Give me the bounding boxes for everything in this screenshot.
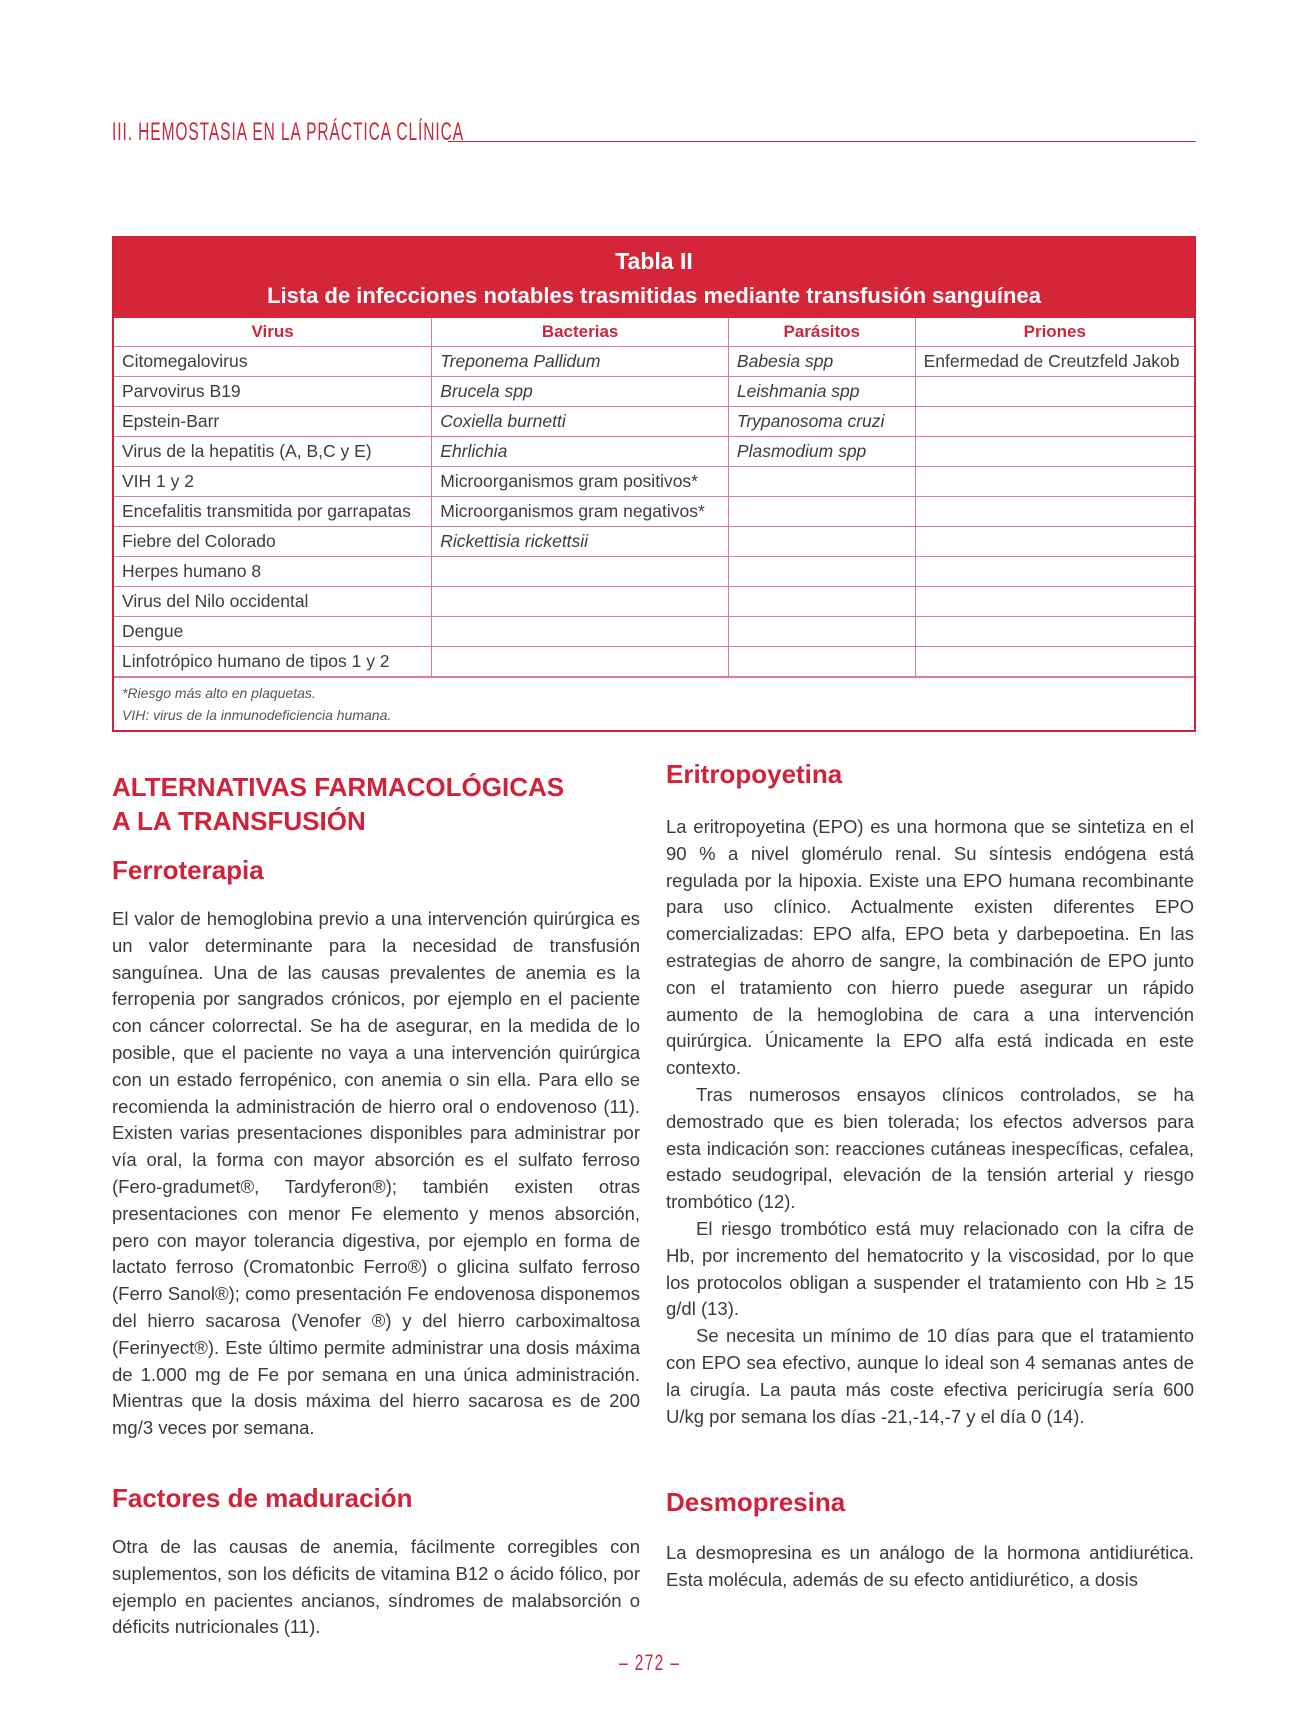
column-header-bacterias: Bacterias (432, 318, 729, 347)
cell-virus: Citomegalovirus (114, 347, 432, 377)
cell-virus: Parvovirus B19 (114, 377, 432, 407)
section-title-line: A LA TRANSFUSIÓN (112, 806, 366, 836)
table-row (114, 437, 1194, 467)
cell-parasite: Trypanosoma cruzi (728, 407, 915, 437)
table-caption: Lista de infecciones notables trasmitidas mediante transfusión sanguínea (267, 283, 1041, 308)
cell-parasite (728, 617, 915, 647)
cell-parasite (728, 467, 915, 497)
cell-prion (915, 617, 1194, 647)
cell-prion (915, 377, 1194, 407)
cell-virus: VIH 1 y 2 (114, 467, 432, 497)
infections-table (112, 236, 1196, 732)
table-column-headers (114, 318, 1194, 347)
page-number-text: – 272 – (619, 1650, 681, 1675)
heading-factores-maduracion: Factores de maduración (112, 1482, 413, 1513)
page-number (0, 1650, 1300, 1676)
right-column (666, 758, 1194, 1594)
table-notes (114, 677, 1194, 730)
cell-prion (915, 407, 1194, 437)
cell-bacteria: Treponema Pallidum (432, 347, 729, 377)
table-header (114, 238, 1194, 318)
table-row (114, 647, 1194, 677)
running-head-rule (448, 141, 1196, 142)
table-row (114, 527, 1194, 557)
table-note: VIH: virus de la inmunodeficiencia humana. (122, 707, 392, 723)
cell-prion (915, 467, 1194, 497)
heading-eritropoyetina: Eritropoyetina (666, 759, 843, 789)
section-title (112, 770, 640, 838)
table-row (114, 587, 1194, 617)
cell-prion: Enfermedad de Creutzfeld Jakob (915, 347, 1194, 377)
column-header-virus: Virus (114, 318, 432, 347)
cell-virus: Herpes humano 8 (114, 557, 432, 587)
table-note: *Riesgo más alto en plaquetas. (122, 685, 316, 701)
cell-parasite: Leishmania spp (728, 377, 915, 407)
table-row (114, 407, 1194, 437)
table-grid (114, 318, 1194, 677)
cell-parasite (728, 557, 915, 587)
cell-bacteria: Rickettisia rickettsii (432, 527, 729, 557)
table-row (114, 557, 1194, 587)
cell-bacteria: Ehrlichia (432, 437, 729, 467)
cell-prion (915, 647, 1194, 677)
column-header-parasitos: Parásitos (728, 318, 915, 347)
cell-parasite: Plasmodium spp (728, 437, 915, 467)
table-row (114, 617, 1194, 647)
paragraph-eritropoyetina: Tras numerosos ensayos clínicos controlados, se ha demostrado que es bien tolerada; los efectos adversos para esta indicación son: reacciones cutáneas inespecíficas, cefalea, estado seudogripal, elevación de la tensión arterial y riesgo trombótico (12). (666, 1083, 1194, 1213)
table-row (114, 467, 1194, 497)
cell-prion (915, 497, 1194, 527)
cell-virus: Fiebre del Colorado (114, 527, 432, 557)
paragraph-factores-maduracion: Otra de las causas de anemia, fácilmente corregibles con suplementos, son los déficits de vitamina B12 o ácido fólico, por ejemplo en pacientes ancianos, síndromes de malabsorción o déficits nutricionales (11). (112, 1535, 640, 1638)
running-head (112, 120, 1196, 145)
cell-parasite: Babesia spp (728, 347, 915, 377)
cell-parasite (728, 497, 915, 527)
left-column (112, 770, 640, 1641)
running-head-title: III. HEMOSTASIA EN LA PRÁCTICA CLÍNICA (112, 118, 465, 146)
table-row (114, 497, 1194, 527)
heading-ferroterapia: Ferroterapia (112, 855, 264, 885)
paragraph-ferroterapia: El valor de hemoglobina previo a una intervención quirúrgica es un valor determinante para la necesidad de transfusión sanguínea. Una de las causas prevalentes de anemia es la ferropenia por sangrados crónicos, por ejemplo en el paciente con cáncer colorrectal. Se ha de asegurar, en la medida de lo posible, que el paciente no vaya a una intervención quirúrgica con un estado ferropénico, con anemia o sin ella. Para ello se recomienda la administración de hierro oral o endovenoso (11). Existen varias presentaciones disponibles para administrar por vía oral, la forma con mayor absorción es el sulfato ferroso (Fero-gradumet®, Tardyferon®); también existen otras presentaciones con menor Fe elemento y menos absorción, pero con mayor tolerancia digestiva, por ejemplo en forma de lactato ferroso (Cromatonbic Ferro®) o glicina sulfato ferroso (Ferro Sanol®); como presentación Fe endovenosa disponemos del hierro sacarosa (Venofer ®) y del hierro carboximaltosa (Ferinyect®). Este último permite administrar una dosis máxima de 1.000 mg de Fe por semana en una única administración. Mientras que la dosis máxima del hierro sacarosa es de 200 mg/3 veces por semana. (112, 908, 640, 1439)
cell-prion (915, 527, 1194, 557)
paragraph-eritropoyetina: La eritropoyetina (EPO) es una hormona que se sintetiza en el 90 % a nivel glomérulo renal. Su síntesis endógena está regulada por la hipoxia. Existe una EPO humana recombinante para uso clínico. Actualmente existen diferentes EPO comercializadas: EPO alfa, EPO beta y darbepoetina. En las estrategias de ahorro de sangre, la combinación de EPO junto con el tratamiento con hierro puede asegurar un rápido aumento de la hemoglobina de cara a una intervención quirúrgica. Únicamente la EPO alfa está indicada en este contexto. (666, 816, 1194, 1079)
cell-bacteria: Microorganismos gram positivos* (432, 467, 729, 497)
cell-bacteria: Coxiella burnetti (432, 407, 729, 437)
cell-virus: Encefalitis transmitida por garrapatas (114, 497, 432, 527)
paragraph-desmopresina: La desmopresina es un análogo de la hormona antidiurética. Esta molécula, además de su efecto antidiurético, a dosis (666, 1542, 1194, 1591)
cell-bacteria (432, 617, 729, 647)
section-title-line: ALTERNATIVAS FARMACOLÓGICAS (112, 772, 565, 802)
cell-prion (915, 587, 1194, 617)
cell-virus: Virus del Nilo occidental (114, 587, 432, 617)
cell-bacteria: Brucela spp (432, 377, 729, 407)
cell-prion (915, 437, 1194, 467)
cell-virus: Epstein-Barr (114, 407, 432, 437)
cell-parasite (728, 587, 915, 617)
table-row (114, 377, 1194, 407)
cell-virus: Dengue (114, 617, 432, 647)
cell-parasite (728, 647, 915, 677)
column-header-priones: Priones (915, 318, 1194, 347)
paragraph-eritropoyetina: El riesgo trombótico está muy relacionado con la cifra de Hb, por incremento del hematocrito y la viscosidad, por lo que los protocolos obligan a suspender el tratamiento con Hb ≥ 15 g/dl (13). (666, 1217, 1194, 1320)
table-label: Tabla II (615, 248, 693, 274)
cell-bacteria (432, 647, 729, 677)
table-row (114, 347, 1194, 377)
heading-desmopresina: Desmopresina (666, 1487, 846, 1518)
cell-bacteria (432, 587, 729, 617)
paragraph-eritropoyetina: Se necesita un mínimo de 10 días para que el tratamiento con EPO sea efectivo, aunque lo ideal son 4 semanas antes de la cirugía. La pauta más coste efectiva pericirugía sería 600 U/kg por semana los días -21,-14,-7 y el día 0 (14). (666, 1325, 1194, 1427)
cell-prion (915, 557, 1194, 587)
cell-bacteria: Microorganismos gram negativos* (432, 497, 729, 527)
cell-virus: Virus de la hepatitis (A, B,C y E) (114, 437, 432, 467)
cell-parasite (728, 527, 915, 557)
cell-bacteria (432, 557, 729, 587)
cell-virus: Linfotrópico humano de tipos 1 y 2 (114, 647, 432, 677)
